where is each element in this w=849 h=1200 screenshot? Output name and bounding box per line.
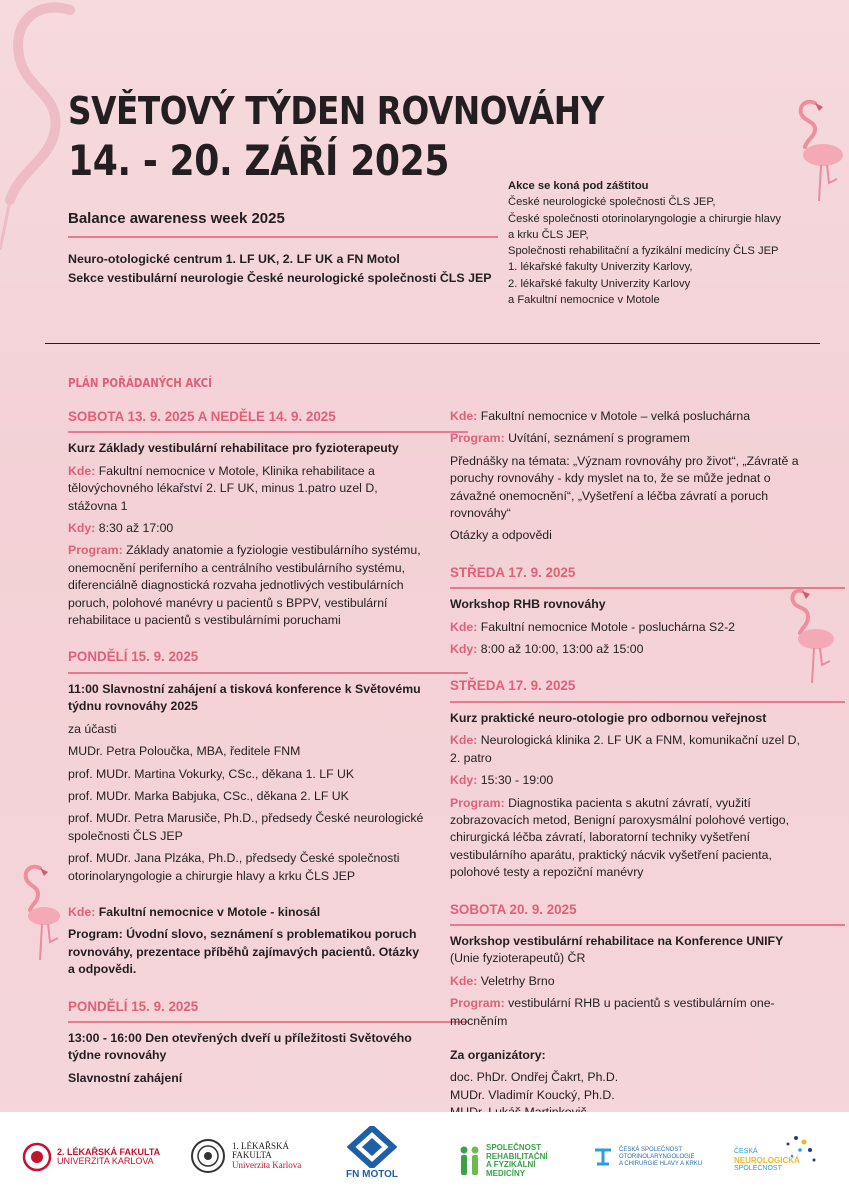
event-location: [450, 408, 805, 425]
guest-item: MUDr. Petra Poloučka, MBA, ředitele FNM: [68, 744, 301, 759]
subtitle: Balance awareness week 2025: [68, 210, 285, 227]
event-location: [450, 619, 805, 636]
srfm-line-4: MEDICÍNY: [486, 1168, 526, 1178]
event-program: [450, 995, 805, 1030]
event-location: [450, 732, 805, 767]
organizer-line-2: Sekce vestibulární neurologie České neurologické společnosti ČLS JEP: [68, 271, 492, 285]
time-text: 8:00 až 10:00, 13:00 až 15:00: [480, 642, 644, 657]
orl-line-3: A CHIRURGIE HLAVY A KRKU: [619, 1160, 703, 1167]
event-date-heading: STŘEDA 17. 9. 2025: [450, 677, 845, 702]
qa-text: Otázky a odpovědi: [450, 528, 552, 543]
location-text: Fakultní nemocnice v Motole, Klinika rehabilitace a tělovýchovného lékařství 2. LF UK, minus 1.patro uzel D, stážovna 1: [68, 463, 378, 513]
event-program: [450, 430, 805, 447]
guest-item: prof. MUDr. Jana Plzáka, Ph.D., předsedy České společnosti otorinolaryngologie a chirurgie hlavy a krku ČLS JEP: [68, 851, 400, 883]
program-text: Program: Úvodní slovo, seznámení s problematikou poruch rovnováhy, prezentace příběhů zajímavých pacientů. Otázky a odpovědi.: [68, 927, 420, 977]
location-text: Neurologická klinika 2. LF UK a FNM, komunikační uzel D, 2. patro: [450, 733, 800, 765]
logo-1lf-uk: [190, 1138, 301, 1174]
logo-2lf-uk: [22, 1142, 160, 1172]
event-location: [68, 463, 428, 515]
time-text: 8:30 až 17:00: [98, 521, 174, 536]
2lf-seal-icon: [22, 1142, 52, 1172]
cns-line-1: ČESKÁ: [734, 1148, 758, 1155]
label-when: Kdy:: [450, 642, 478, 657]
event-location: [450, 973, 805, 990]
lectures-text: Přednášky na témata: „Význam rovnováhy pro život“, „Závratě a poruchy rovnováhy - kdy myslet na to, že se může jednat o závažné onemocnění“, „Vyšetření a léčba závratí a poruch rovnováhy“: [450, 453, 799, 521]
event-location: [68, 904, 428, 921]
cns-line-2: NEUROLOGICKÁ: [734, 1156, 800, 1165]
event-date-heading: PONDĚLÍ 15. 9. 2025: [68, 998, 468, 1023]
patronage-block: [508, 178, 828, 308]
event-date-heading: SOBOTA 13. 9. 2025 A NEDĚLE 14. 9. 2025: [68, 408, 468, 433]
organizer-name: doc. PhDr. Ondřej Čakrt, Ph.D.: [450, 1070, 619, 1085]
cns-line-3: SPOLEČNOST: [734, 1165, 782, 1172]
2lf-line-1: 2. LÉKAŘSKÁ FAKULTA: [57, 1146, 161, 1157]
logo-srfm: [458, 1144, 548, 1178]
patronage-line: 1. lékařské fakulty Univerzity Karlovy,: [508, 261, 693, 274]
guest-item: prof. MUDr. Marka Babjuka, CSc., děkana 2. LF UK: [68, 788, 349, 803]
label-where: Kde:: [450, 409, 478, 423]
header-divider: [68, 236, 498, 238]
event-date-heading: PONDĚLÍ 15. 9. 2025: [68, 648, 468, 673]
label-where: Kde:: [450, 733, 478, 748]
time-text: 15:30 - 19:00: [480, 773, 554, 788]
logo-fn-motol: [346, 1126, 398, 1180]
event-title: 11:00 Slavnostní zahájení a tisková konference k Světovému týdnu rovnováhy 2025: [68, 681, 421, 714]
plan-heading: PLÁN POŘÁDANÝCH AKCÍ: [68, 376, 212, 390]
event-title: 13:00 - 16:00 Den otevřených dveří u příležitosti Světového týdne rovnováhy: [68, 1030, 412, 1063]
event-section-monday-continued: [450, 408, 805, 545]
title-line-2: 14. - 20. ZÁŘÍ 2025: [68, 136, 450, 185]
1lf-line-2: FAKULTA: [232, 1150, 272, 1161]
orl-line-2: OTORINOLARYNGOLOGIE: [619, 1153, 695, 1160]
section-divider: [45, 343, 820, 344]
attendance-text: za účasti: [68, 721, 117, 736]
patronage-line: a krku ČLS JEP,: [508, 228, 589, 241]
label-program: Program:: [450, 996, 505, 1011]
1lf-line-3: Univerzita Karlova: [232, 1159, 302, 1170]
event-title: Kurz praktické neuro-otologie pro odbornou veřejnost: [450, 710, 767, 725]
opening-text: Slavnostní zahájení: [68, 1070, 183, 1085]
event-date-heading: STŘEDA 17. 9. 2025: [450, 564, 845, 589]
event-title: Kurz Základy vestibulární rehabilitace pro fyzioterapeuty: [68, 441, 399, 456]
label-where: Kde:: [450, 973, 478, 988]
event-section-monday-1: [68, 648, 428, 978]
organizers-heading: Za organizátory:: [450, 1047, 546, 1062]
srfm-line-3: A FYZIKÁLNÍ: [486, 1160, 536, 1170]
fn-motol-label: FN MOTOL: [346, 1169, 399, 1180]
1lf-line-1: 1. LÉKAŘSKÁ: [232, 1140, 290, 1151]
guest-item: prof. MUDr. Martina Vokurky, CSc., děkana 1. LF UK: [68, 766, 355, 781]
label-where: Kde:: [68, 904, 96, 919]
label-program: Program:: [450, 795, 505, 810]
program-text: vestibulární RHB u pacientů s vestibulárním one-mocněním: [450, 996, 775, 1028]
event-program: [450, 795, 805, 882]
label-program: Program:: [68, 543, 123, 558]
srfm-figures-icon: [458, 1145, 482, 1177]
patronage-line: 2. lékařské fakulty Univerzity Karlovy: [508, 277, 691, 290]
fn-motol-emblem-icon: [347, 1126, 397, 1168]
event-title: Workshop RHB rovnováhy: [450, 597, 606, 612]
patronage-line: Společnosti rehabilitační a fyzikální medicíny ČLS JEP: [508, 245, 779, 258]
label-when: Kdy:: [68, 521, 96, 536]
event-time: [450, 641, 805, 658]
event-time: [68, 520, 428, 537]
orl-line-1: ČESKÁ SPOLEČNOST: [619, 1146, 683, 1153]
event-program: [68, 542, 428, 629]
event-section-wednesday-1: [450, 564, 805, 659]
patronage-line: České neurologické společnosti ČLS JEP,: [508, 196, 716, 209]
right-column: [450, 408, 805, 1122]
location-text: Veletrhy Brno: [480, 973, 555, 988]
left-column: [68, 408, 428, 1092]
srfm-line-1: SPOLEČNOST: [486, 1143, 542, 1152]
event-section-monday-2: [68, 998, 428, 1088]
logo-czech-neurological-society: [734, 1132, 824, 1178]
event-section-saturday: [68, 408, 428, 629]
organizers-block: [450, 1047, 805, 1122]
label-where: Kde:: [68, 463, 96, 478]
location-text: Fakultní nemocnice Motole - posluchárna S2-2: [480, 619, 736, 634]
event-date-heading: SOBOTA 20. 9. 2025: [450, 901, 845, 926]
patronage-heading: Akce se koná pod záštitou: [508, 180, 649, 192]
patronage-line: České společnosti otorinolaryngologie a chirurgie hlavy: [508, 212, 782, 225]
label-when: Kdy:: [450, 773, 478, 788]
program-text: Základy anatomie a fyziologie vestibulárního systému, onemocnění periferního a centrálního vestibulárního systému, diferenciálně diagnostická rozvaha jednotlivých vestibulárních poruch, polohové manévry u pacientů s BPPV, vestibulární rehabilitace u pacientů s vestibulárními poruchami: [68, 543, 421, 628]
patronage-line: a Fakultní nemocnice v Motole: [508, 294, 660, 307]
event-subtitle: (Unie fyzioterapeutů) ČR: [450, 951, 586, 966]
1lf-seal-icon: [190, 1138, 226, 1174]
organizer-block: [68, 250, 491, 288]
event-title: Workshop vestibulární rehabilitace na Konference UNIFY: [450, 933, 784, 948]
program-text: Uvítání, seznámení s programem: [508, 431, 690, 446]
event-section-wednesday-2: [450, 677, 805, 881]
title-line-1: SVĚTOVÝ TÝDEN ROVNOVÁHY: [68, 89, 604, 133]
event-section-saturday-2: [450, 901, 805, 1030]
location-text: Fakultní nemocnice v Motole – velká posluchárna: [480, 409, 751, 423]
label-where: Kde:: [450, 619, 478, 634]
orl-mark-icon: [592, 1146, 614, 1168]
page-title: [68, 86, 604, 186]
organizer-line-1: Neuro-otologické centrum 1. LF UK, 2. LF UK a FN Motol: [68, 252, 400, 266]
organizer-name: MUDr. Vladimír Koucký, Ph.D.: [450, 1087, 615, 1102]
program-text: Diagnostika pacienta s akutní závratí, využití zobrazovacích metod, Benigní paroxysmální polohové vertigo, chirurgická léčba závratí, laboratorní techniky vyšetření vestibulárního aparátu, praktický nácvik vyšetření pacienta, polohové testy a repoziční manévry: [450, 795, 790, 880]
label-program: Program:: [450, 431, 505, 446]
logo-orl-society: [592, 1146, 702, 1168]
srfm-line-2: REHABILITAČNÍ: [486, 1151, 548, 1161]
footer-logos: [0, 1112, 849, 1200]
event-time: [450, 772, 805, 789]
flamingo-left-icon: [14, 862, 66, 962]
2lf-line-2: UNIVERZITA KARLOVA: [57, 1156, 154, 1166]
guest-item: prof. MUDr. Petra Marusiče, Ph.D., předsedy České neurologické společnosti ČLS JEP: [68, 811, 424, 843]
location-text: Fakultní nemocnice v Motole - kinosál: [98, 904, 321, 919]
